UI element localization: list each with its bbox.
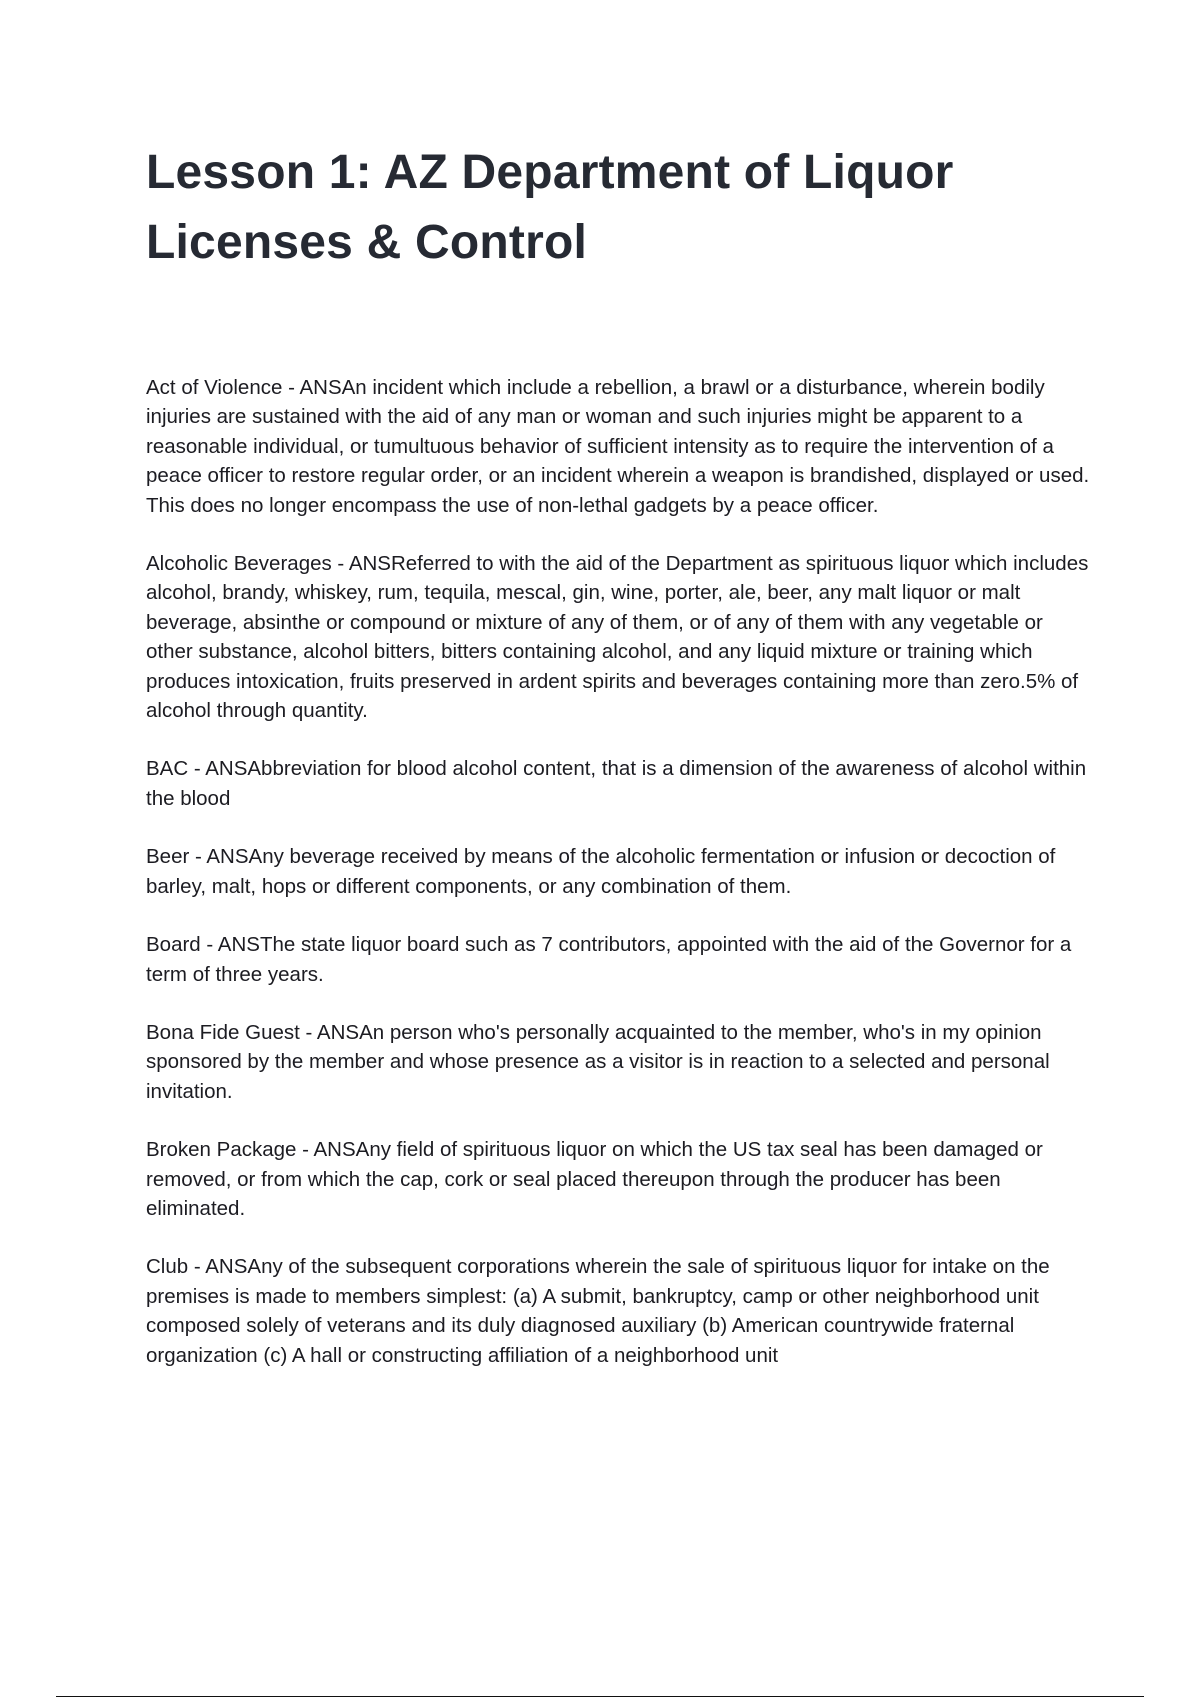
glossary-entry-alcoholic-beverages: Alcoholic Beverages - ANSReferred to with the aid of the Department as spirituous liquor which includes alcohol, brandy, whiskey, rum, tequila, mescal, gin, wine, porter, ale, beer, any malt liquor or malt beverage, absinthe or compound or mixture of any of them, or of any of them with any vegetable or other substance, alcohol bitters, bitters containing alcohol, and any liquid mixture or training which produces intoxication, fruits preserved in ardent spirits and beverages containing more than zero.5% of alcohol through quantity.: [146, 552, 1089, 723]
glossary-entry-bac: BAC - ANSAbbreviation for blood alcohol content, that is a dimension of the awareness of alcohol within the blood: [146, 757, 1087, 810]
glossary-list: [146, 373, 1091, 1399]
page-title: Lesson 1: AZ Department of Liquor Licenses & Control: [146, 146, 954, 269]
glossary-entry-club: Club - ANSAny of the subsequent corporations wherein the sale of spirituous liquor for intake on the premises is made to members simplest: (a) A submit, bankruptcy, camp or other neighborhood unit composed solely of veterans and its duly diagnosed auxiliary (b) American countrywide fraternal organization (c) A hall or constructing affiliation of a neighborhood unit: [146, 1255, 1050, 1367]
glossary-entry-broken-package: Broken Package - ANSAny field of spirituous liquor on which the US tax seal has been damaged or removed, or from which the cap, cork or seal placed thereupon through the producer has been eliminated.: [146, 1138, 1043, 1220]
glossary-entry-board: Board - ANSThe state liquor board such as 7 contributors, appointed with the aid of the Governor for a term of three years.: [146, 933, 1072, 986]
glossary-entry-bona-fide-guest: Bona Fide Guest - ANSAn person who's personally acquainted to the member, who's in my opinion sponsored by the member and whose presence as a visitor is in reaction to a selected and personal invitation.: [146, 1020, 1050, 1103]
footer-divider: [56, 1696, 1144, 1697]
glossary-entry-beer: Beer - ANSAny beverage received by means of the alcoholic fermentation or infusion or decoction of barley, malt, hops or different components, or any combination of them.: [146, 845, 1056, 898]
glossary-entry-act-of-violence: Act of Violence - ANSAn incident which include a rebellion, a brawl or a disturbance, wherein bodily injuries are sustained with the aid of any man or woman and such injuries might be apparent to a reasonable individual, or tumultuous behavior of sufficient intensity as to require the intervention of a peace officer to restore regular order, or an incident wherein a weapon is brandished, displayed or used. This does no longer encompass the use of non-lethal gadgets by a peace officer.: [146, 376, 1090, 517]
